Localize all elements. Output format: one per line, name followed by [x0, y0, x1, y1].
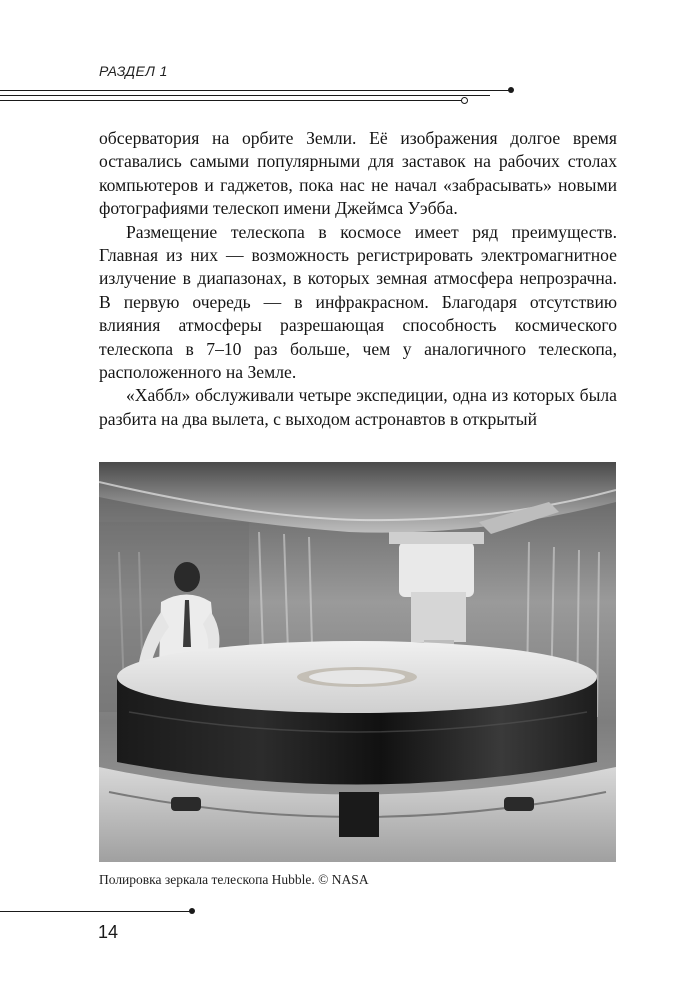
header-rule-1 — [0, 90, 510, 91]
figure-caption: Полировка зеркала телескопа Hubble. © NASA — [99, 872, 369, 887]
paragraph-1: обсерватория на орбите Земли. Её изображения долгое время оставались самыми популярными для заставок на рабочих столах компьютеров и гаджетов, пока нас не начал «забрасывать» новыми фотографиями телескоп имени Джеймса Уэбба. — [99, 128, 617, 219]
header-rule-2 — [0, 95, 490, 96]
mirror-blank — [117, 641, 597, 785]
footer-rule-dot — [189, 908, 195, 914]
footer-rule-line — [0, 911, 192, 912]
page-number: 14 — [98, 922, 119, 942]
header-rule-3 — [0, 100, 462, 101]
header-rule-1-dot — [508, 87, 514, 93]
mirror-polishing-photo — [99, 462, 616, 862]
paragraph-3: «Хаббл» обслуживали четыре экспедиции, одна из которых была разбита на два вылета, с выходом астронавтов в открытый — [99, 385, 617, 429]
section-label: РАЗДЕЛ 1 — [99, 63, 168, 79]
body-text — [99, 127, 617, 431]
paragraph-2: Размещение телескопа в космосе имеет ряд преимуществ. Главная из них — возможность регистрировать электромагнитное излучение в диапазонах, в которых земная атмосфера непрозрачна. В первую очередь — в инфракрасном. Благодаря отсутствию влияния атмосферы разрешающая способность космического телескопа в 7–10 раз больше, чем у аналогичного телескопа, расположенного на Земле. — [99, 221, 617, 383]
header-rule-3-ring — [461, 97, 468, 104]
